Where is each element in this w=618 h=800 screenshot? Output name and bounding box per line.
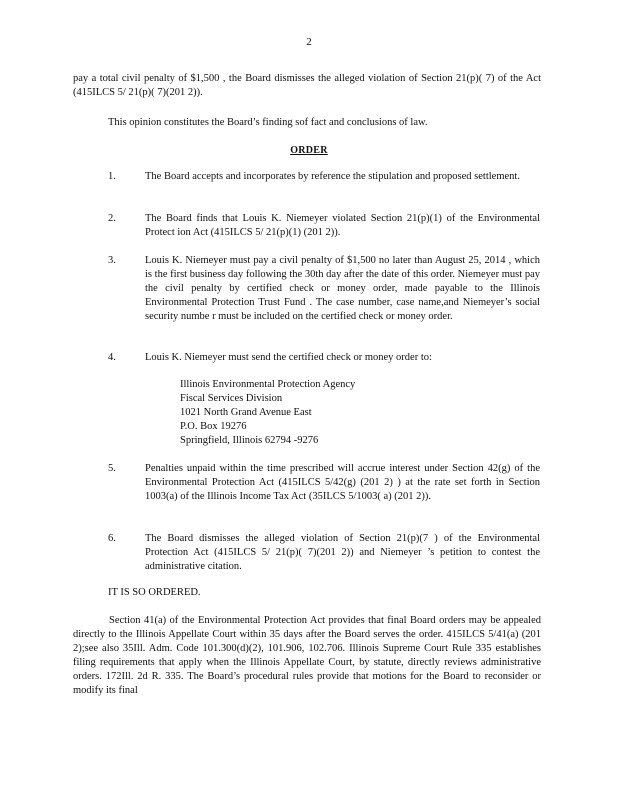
order-item-number: 1. <box>108 171 116 182</box>
order-heading: ORDER <box>290 145 328 156</box>
opinion-statement: This opinion constitutes the Board’s finding sof fact and conclusions of law. <box>108 117 428 128</box>
order-item-number: 4. <box>108 352 116 363</box>
so-ordered-statement: IT IS SO ORDERED. <box>108 587 201 598</box>
address-line: Springfield, Illinois 62794 -9276 <box>180 435 319 446</box>
order-item-number: 3. <box>108 255 116 266</box>
order-item <box>108 462 540 504</box>
address-line: 1021 North Grand Avenue East <box>180 407 312 418</box>
address-line: Fiscal Services Division <box>180 393 283 404</box>
order-item <box>108 351 540 365</box>
address-line: P.O. Box 19276 <box>180 421 247 432</box>
order-item-text: Louis K. Niemeyer must pay a civil penalty of $1,500 no later than August 25, 2014 , which is the first business day following the 30th day after the date of this order. Niemeyer must pay the civil penalty by certified check or money order, made payable to the Illinois Environmental Protection Trust Fund . The case number, case name,and Niemeyer’s social security numbe r must be included on the certified check or money order. <box>145 255 540 322</box>
order-item-text: The Board accepts and incorporates by reference the stipulation and proposed settlement. <box>145 171 520 182</box>
order-item-number: 5. <box>108 463 116 474</box>
order-item-number: 2. <box>108 213 116 224</box>
order-item-text: The Board dismisses the alleged violation of Section 21(p)(7 ) of the Environmental Protection Act (415ILCS 5/ 21(p)( 7)(201 2)) and Niemeyer ’s petition to contest the administrative citation. <box>145 533 540 572</box>
order-item-text: Penalties unpaid within the time prescribed will accrue interest under Section 42(g) of the Environmental Protection Act (415ILCS 5/42(g) (201 2) ) at the rate set forth in Section 1003(a) of the Illinois Income Tax Act (35ILCS 5/1003( a) (201 2)). <box>145 463 540 502</box>
order-item-text: Louis K. Niemeyer must send the certified check or money order to: <box>145 352 432 363</box>
order-item <box>108 532 540 574</box>
closing-paragraph: Section 41(a) of the Environmental Protection Act provides that final Board orders may be appealed directly to the Illinois Appellate Court within 35 days after the Board serves the order. 415ILCS 5/41(a) (201 2);see also 35Ill. Adm. Code 101.300(d)(2), 101.906, 102.706. Illinois Supreme Court Rule 335 establishes filing requirements that apply when the Illinois Appellate Court, by statute, directly reviews administrative orders. 172Ill. 2d R. 335. The Board’s procedural rules provide that motions for the Board to reconsider or modify its final <box>73 615 541 696</box>
page-number: 2 <box>306 36 312 48</box>
intro-paragraph: pay a total civil penalty of $1,500 , the Board dismisses the alleged violation of Section 21(p)( 7) of the Act (415ILCS 5/ 21(p)( 7)(201 2)). <box>73 73 541 98</box>
address-line: Illinois Environmental Protection Agency <box>180 379 356 390</box>
mailing-address <box>180 378 355 448</box>
order-item-text: The Board finds that Louis K. Niemeyer violated Section 21(p)(1) of the Environmental Protect ion Act (415ILCS 5/ 21(p)(1) (201 2)). <box>145 213 540 238</box>
order-item <box>108 170 540 184</box>
order-item-number: 6. <box>108 533 116 544</box>
order-item <box>108 212 540 240</box>
order-item <box>108 254 540 324</box>
